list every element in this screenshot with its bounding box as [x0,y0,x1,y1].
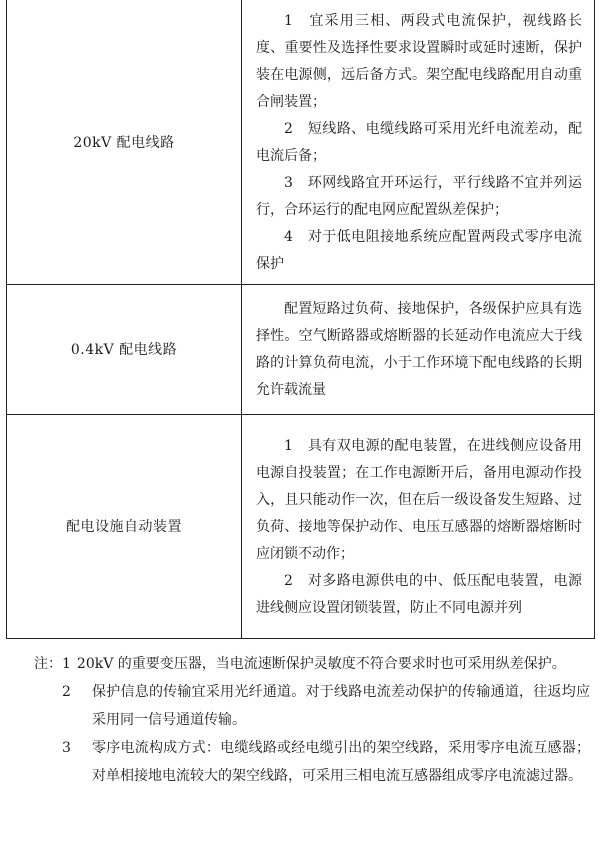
row-label-04kv-line: 0.4kV 配电线路 [7,284,242,414]
row-label-20kv-line: 20kV 配电线路 [7,0,242,284]
row-content-distribution-auto [242,414,595,638]
row-content-04kv-line [242,284,595,414]
list-item: 1 宜采用三相、两段式电流保护，视线路长度、重要性及选择性要求设置瞬时或延时速断，保护装在电源侧，远后备方式。架空配电线路配用自动重合闸装置； [256,12,582,110]
table-row [7,284,595,414]
note-number: 3 [62,740,71,756]
note-prefix: 注：1 [34,656,71,672]
note-text: 零序电流构成方式：电缆线路或经电缆引出的架空线路，采用零序电流互感器；对单相接地电流较大的架空线路，可采用三相电流互感器组成零序电流滤过器。 [92,740,590,784]
list-item: 1 具有双电源的配电装置，在进线侧应设备用电源自投装置；在工作电源断开后，备用电源动作投入，且只能动作一次，但在后一级设备发生短路、过负荷、接地等保护动作、电压互感器的熔断器熔断时应闭锁不动作； [256,437,582,562]
table-row [7,414,595,638]
row-content-20kv-line [242,0,595,284]
note-item [34,678,590,734]
table-notes [34,650,590,790]
list-item: 3 环网线路宜开环运行，平行线路不宜并列运行，合环运行的配电网应配置纵差保护； [256,174,582,218]
note-item [34,734,590,790]
list-item: 2 对多路电源供电的中、低压配电装置，电源进线侧应设置闭锁装置，防止不同电源并列 [256,572,582,616]
table-row [7,0,595,284]
note-text: 保护信息的传输宜采用光纤通道。对于线路电流差动保护的传输通道，往返均应采用同一信号通道传输。 [92,684,590,728]
list-item: 配置短路过负荷、接地保护，各级保护应具有选择性。空气断路器或熔断器的长延动作电流应大于线路的计算负荷电流，小于工作环境下配电线路的长期允许载流量 [256,301,582,398]
list-item: 2 短线路、电缆线路可采用光纤电流差动，配电流后备； [256,120,582,164]
row-label-distribution-auto: 配电设施自动装置 [7,414,242,638]
note-number: 2 [62,684,71,700]
note-item [34,650,590,678]
list-item: 4 对于低电阻接地系统应配置两段式零序电流保护 [256,228,582,272]
protection-config-table [6,0,595,639]
note-text: 20kV 的重要变压器，当电流速断保护灵敏度不符合要求时也可采用纵差保护。 [76,656,566,672]
